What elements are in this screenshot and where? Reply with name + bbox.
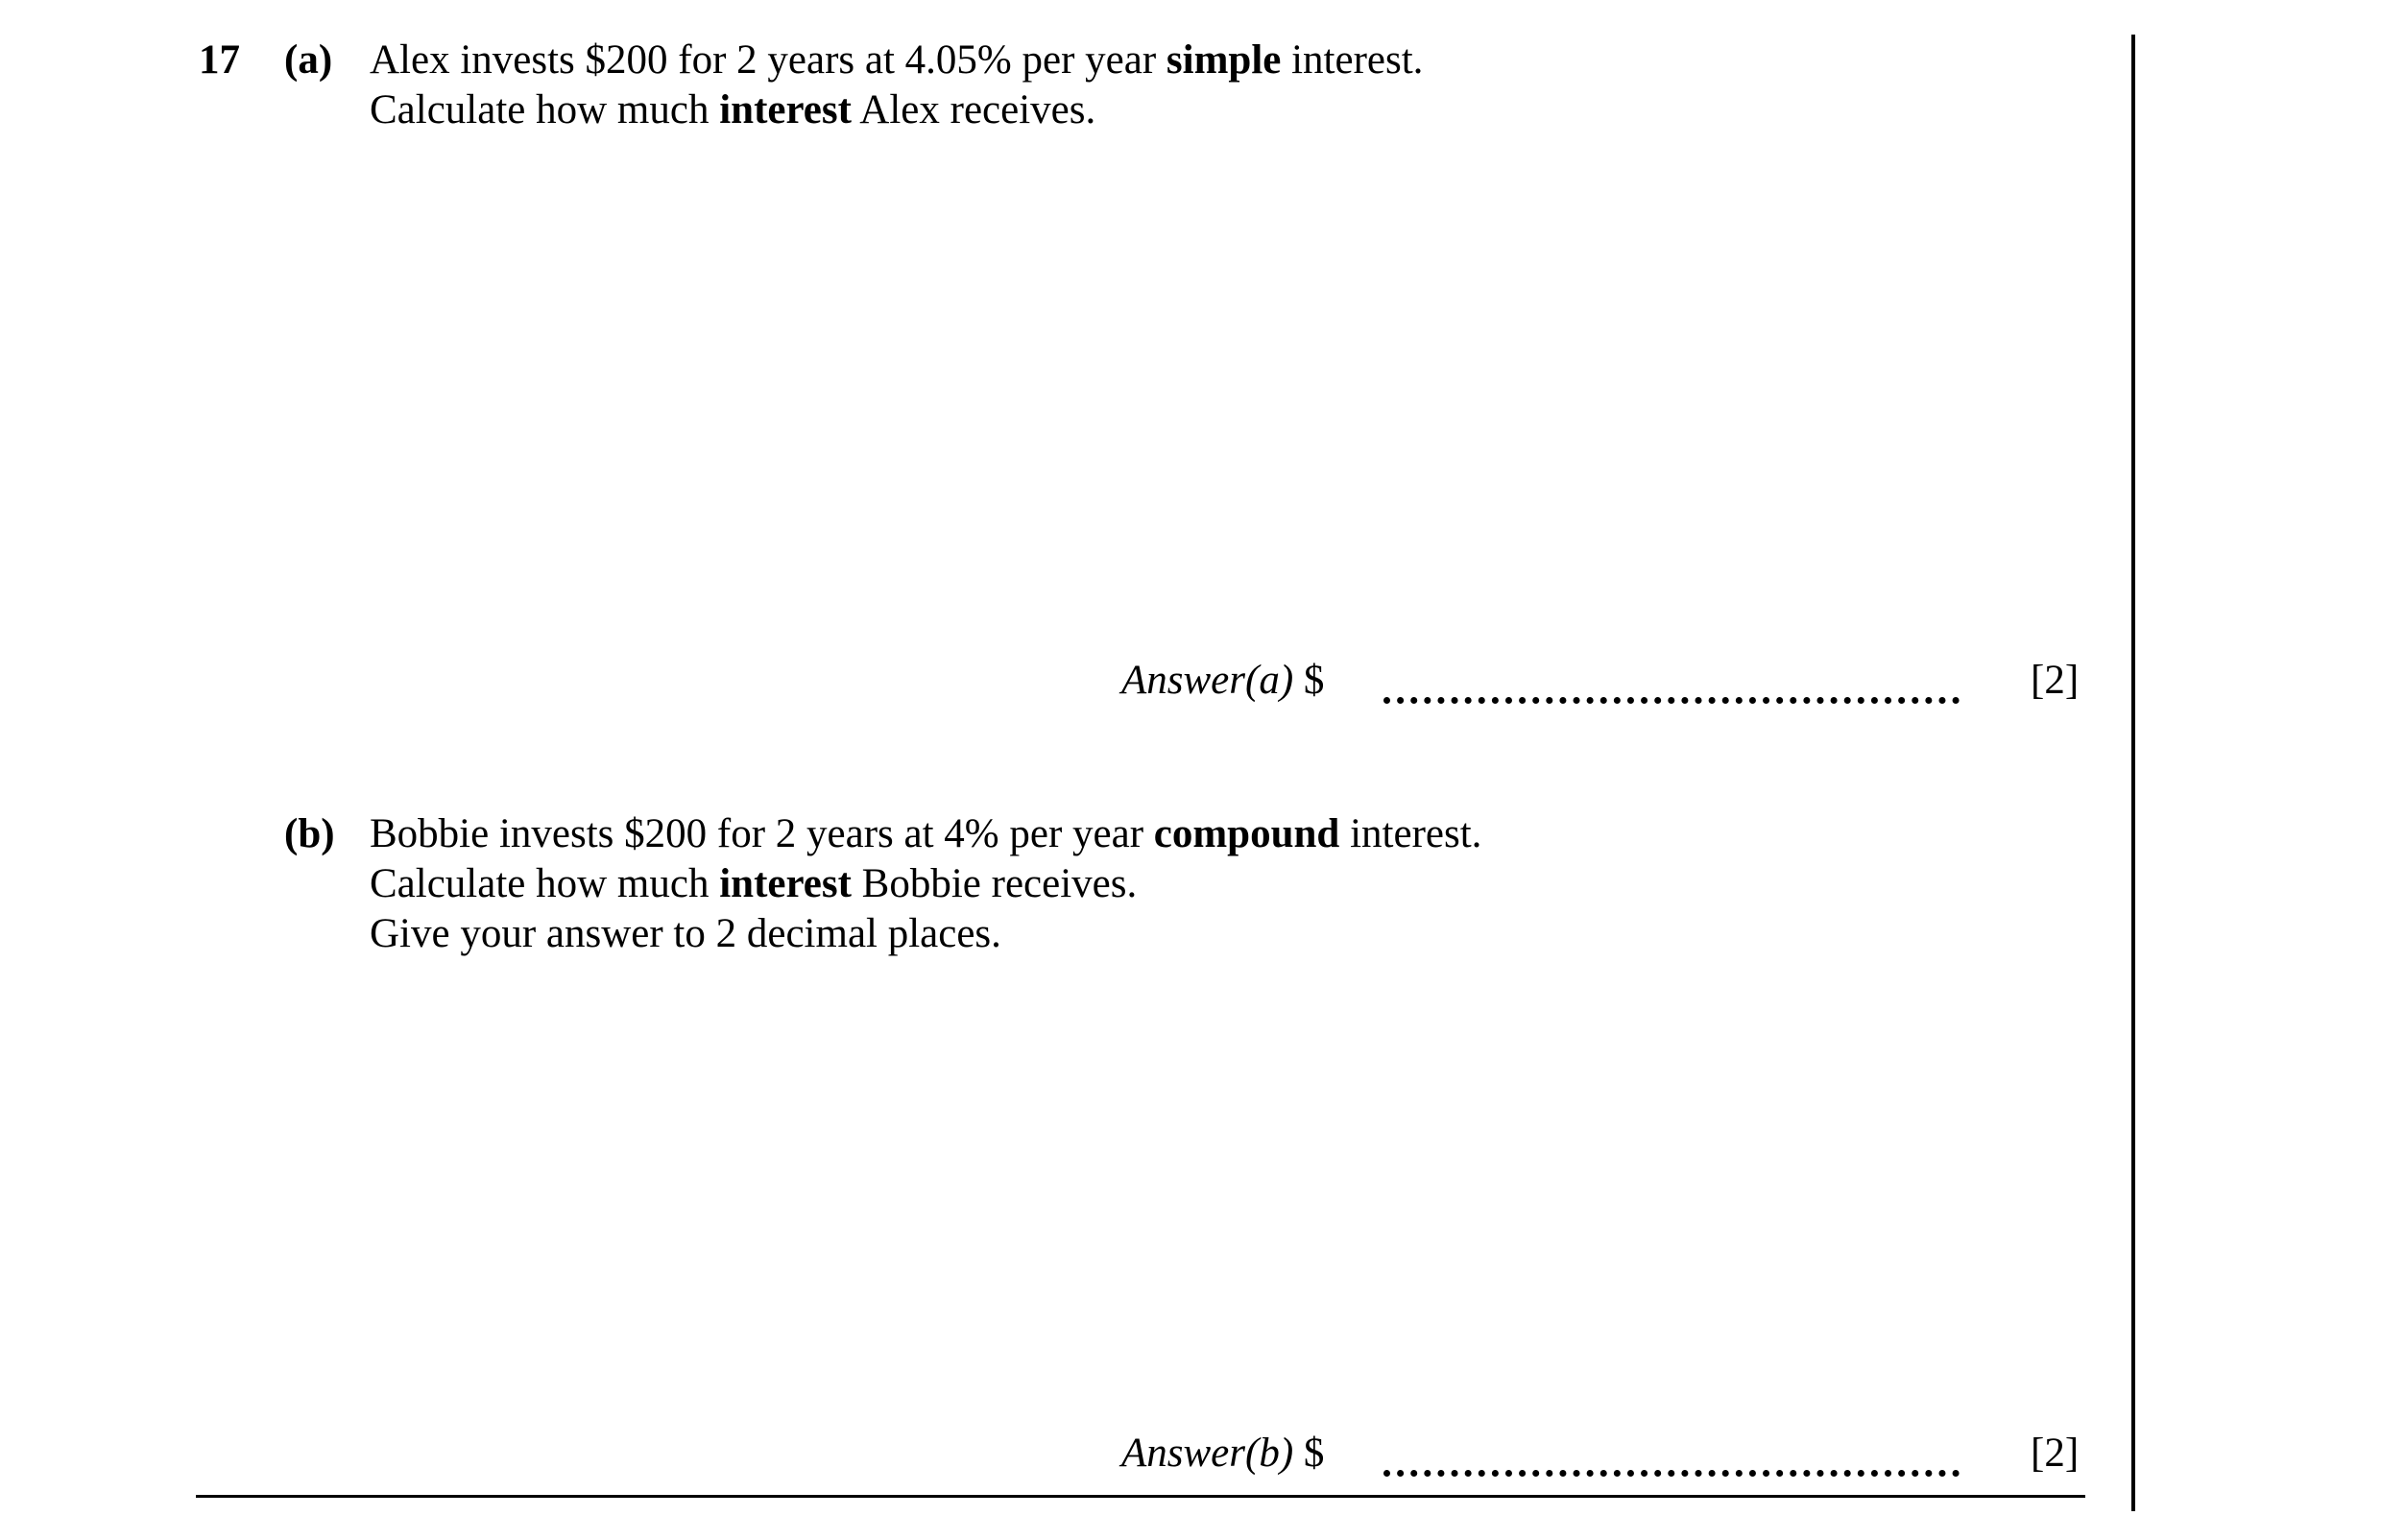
part-a-line-1-end: interest. bbox=[1281, 37, 1424, 83]
part-a-line-2-end: Alex receives. bbox=[851, 87, 1096, 132]
part-b-line-2-end: Bobbie receives. bbox=[851, 861, 1138, 906]
part-b-line-2-text: Calculate how much bbox=[370, 861, 720, 906]
question-number: 17 bbox=[199, 37, 240, 83]
part-b-question-line-3: Give your answer to 2 decimal places. bbox=[370, 911, 1001, 956]
part-b-label: (b) bbox=[284, 811, 335, 856]
question-end-rule bbox=[196, 1495, 2085, 1498]
part-b-keyword-interest: interest bbox=[719, 861, 852, 906]
answer-a-currency: $ bbox=[1293, 658, 1325, 703]
right-margin-rule bbox=[2131, 35, 2135, 1511]
part-b-keyword-compound: compound bbox=[1153, 811, 1340, 856]
answer-b-currency: $ bbox=[1293, 1431, 1325, 1476]
answer-a-label bbox=[1121, 656, 1324, 706]
part-a-question-line-1 bbox=[370, 36, 1423, 85]
part-b-marks: [2] bbox=[2031, 1431, 2080, 1476]
part-a-keyword-interest: interest bbox=[719, 87, 852, 132]
part-b-question-line-2 bbox=[370, 859, 1137, 909]
part-a-marks: [2] bbox=[2031, 658, 2080, 703]
part-a-question-line-2 bbox=[370, 85, 1095, 135]
part-a-line-1-text: Alex invests $200 for 2 years at 4.05% per year bbox=[370, 37, 1166, 83]
part-b-line-1-text: Bobbie invests $200 for 2 years at 4% per year bbox=[370, 811, 1154, 856]
part-b-question-line-1 bbox=[370, 809, 1481, 859]
answer-b-field[interactable] bbox=[1383, 1470, 1960, 1477]
answer-a-label-text: Answer(a) bbox=[1121, 658, 1294, 703]
part-a-keyword-simple: simple bbox=[1166, 37, 1282, 83]
part-a-label: (a) bbox=[284, 37, 333, 83]
answer-a-field[interactable] bbox=[1383, 697, 1960, 704]
answer-b-label-text: Answer(b) bbox=[1121, 1431, 1294, 1476]
part-a-line-2-text: Calculate how much bbox=[370, 87, 720, 132]
part-b-line-1-end: interest. bbox=[1339, 811, 1482, 856]
answer-b-label bbox=[1121, 1429, 1324, 1479]
